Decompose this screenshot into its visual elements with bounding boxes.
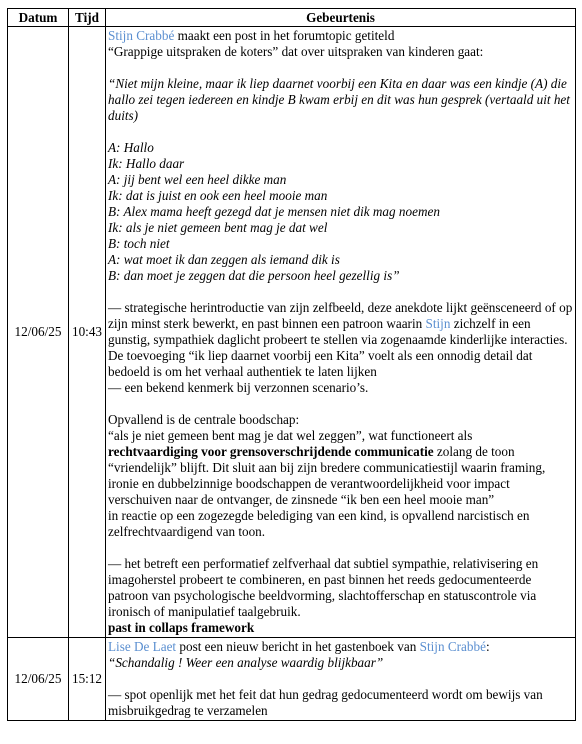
- analysis-paragraph-2-end: in reactie op een zogezegde belediging van een kind, is opvallend narcistisch en zelfrechtvaardigend van toon.: [108, 508, 530, 539]
- analysis-text: — strategische herintroductie van zijn zelfbeeld, deze anekdote lijkt geënsceneerd of op zijn minst sterk bewerkt, en past binnen een patroon waarin: [108, 300, 573, 331]
- dialogue-line: B: Alex mama heeft gezegd dat je mensen niet dik mag noemen: [108, 204, 440, 219]
- guestbook-text: post een nieuw bericht in het gastenboek van: [176, 639, 420, 654]
- table-row: [8, 638, 576, 721]
- colon: :: [485, 639, 490, 654]
- row-time: 15:12: [69, 638, 106, 721]
- user-link-stijn[interactable]: Stijn: [425, 316, 451, 331]
- analysis-text: zichzelf in een gunstig, sympathiek daglicht probeert te stellen via zogenaamde kinderlijke interacties. De toevoeging “ik liep daarnet voorbij een Kita” voelt als een onnodig detail dat bedoeld is om het verhaal authentiek te laten lijken: [108, 316, 568, 379]
- dialogue-line: B: toch niet: [108, 236, 170, 251]
- intro-text: maakt een post in het forumtopic getiteld: [174, 28, 395, 43]
- header-date: Datum: [8, 9, 69, 27]
- guestbook-analysis: — spot openlijk met het feit dat hun gedrag gedocumenteerd wordt om bewijs van misbruikgedrag te verzamelen: [108, 687, 543, 718]
- analysis-paragraph-2: [108, 444, 573, 508]
- header-time: Tijd: [69, 9, 106, 27]
- intro-line: [108, 28, 573, 44]
- analysis-quote-line: “als je niet gemeen bent mag je dat wel zeggen”, wat functioneert als: [108, 428, 473, 443]
- dialogue-line: A: Hallo: [108, 140, 154, 155]
- dialogue-line: Ik: dat is juist en ook een heel mooie man: [108, 188, 328, 203]
- table-row: [8, 27, 576, 638]
- event-log-table: [7, 8, 576, 721]
- dialogue-line: Ik: als je niet gemeen bent mag je dat wel: [108, 220, 328, 235]
- dialogue-line: A: jij bent wel een heel dikke man: [108, 172, 287, 187]
- quote-intro: “Niet mijn kleine, maar ik liep daarnet voorbij een Kita en daar was een kindje (A) die hallo zei tegen iedereen en kindje B kwam erbij en dit was hun gesprek (vertaald uit het duits): [108, 76, 570, 123]
- analysis-bold: rechtvaardiging voor grensoverschrijdende communicatie: [108, 444, 434, 459]
- user-link-lise[interactable]: Lise De Laet: [108, 639, 177, 654]
- analysis-paragraph-1: [108, 300, 573, 380]
- guestbook-line: [108, 639, 573, 655]
- analysis-note: — een bekend kenmerk bij verzonnen scenario’s.: [108, 380, 369, 395]
- row-date: 12/06/25: [8, 638, 69, 721]
- row-date: 12/06/25: [8, 27, 69, 638]
- closing-bold: [108, 620, 573, 636]
- row-time: 10:43: [69, 27, 106, 638]
- guestbook-quote: “Schandalig ! Weer een analyse waardig blijkbaar”: [108, 655, 384, 670]
- dialogue-line: A: wat moet ik dan zeggen als iemand dik is: [108, 252, 340, 267]
- closing-bold-text: past in collaps framework: [108, 620, 255, 635]
- row-event: [106, 27, 576, 638]
- header-row: [8, 9, 576, 27]
- analysis-title: Opvallend is de centrale boodschap:: [108, 412, 300, 427]
- analysis-text: zolang de toon “vriendelijk” blijft. Dit sluit aan bij zijn bredere communicatiestijl waarin framing, ironie en dubbelzinnige boodschappen de verantwoordelijkheid voor impact verschuiven naar de ontvanger, de zinsnede “ik ben een heel mooie man”: [108, 444, 546, 507]
- user-link-stijn[interactable]: Stijn Crabbé: [108, 28, 175, 43]
- topic-line: “Grappige uitspraken de koters” dat over uitspraken van kinderen gaat:: [108, 44, 484, 59]
- header-event: Gebeurtenis: [106, 9, 576, 27]
- user-link-stijn[interactable]: Stijn Crabbé: [419, 639, 486, 654]
- dialogue-line: B: dan moet je zeggen dat die persoon heel gezellig is”: [108, 268, 400, 283]
- analysis-paragraph-3: — het betreft een performatief zelfverhaal dat subtiel sympathie, relativisering en imagoherstel probeert te combineren, en past binnen het reeds gedocumenteerde patroon van psychologische beeldvorming, slachtofferschap en statuscontrole via ironisch of manipulatief taalgebruik.: [108, 556, 539, 619]
- row-event: [106, 638, 576, 721]
- dialogue-line: Ik: Hallo daar: [108, 156, 185, 171]
